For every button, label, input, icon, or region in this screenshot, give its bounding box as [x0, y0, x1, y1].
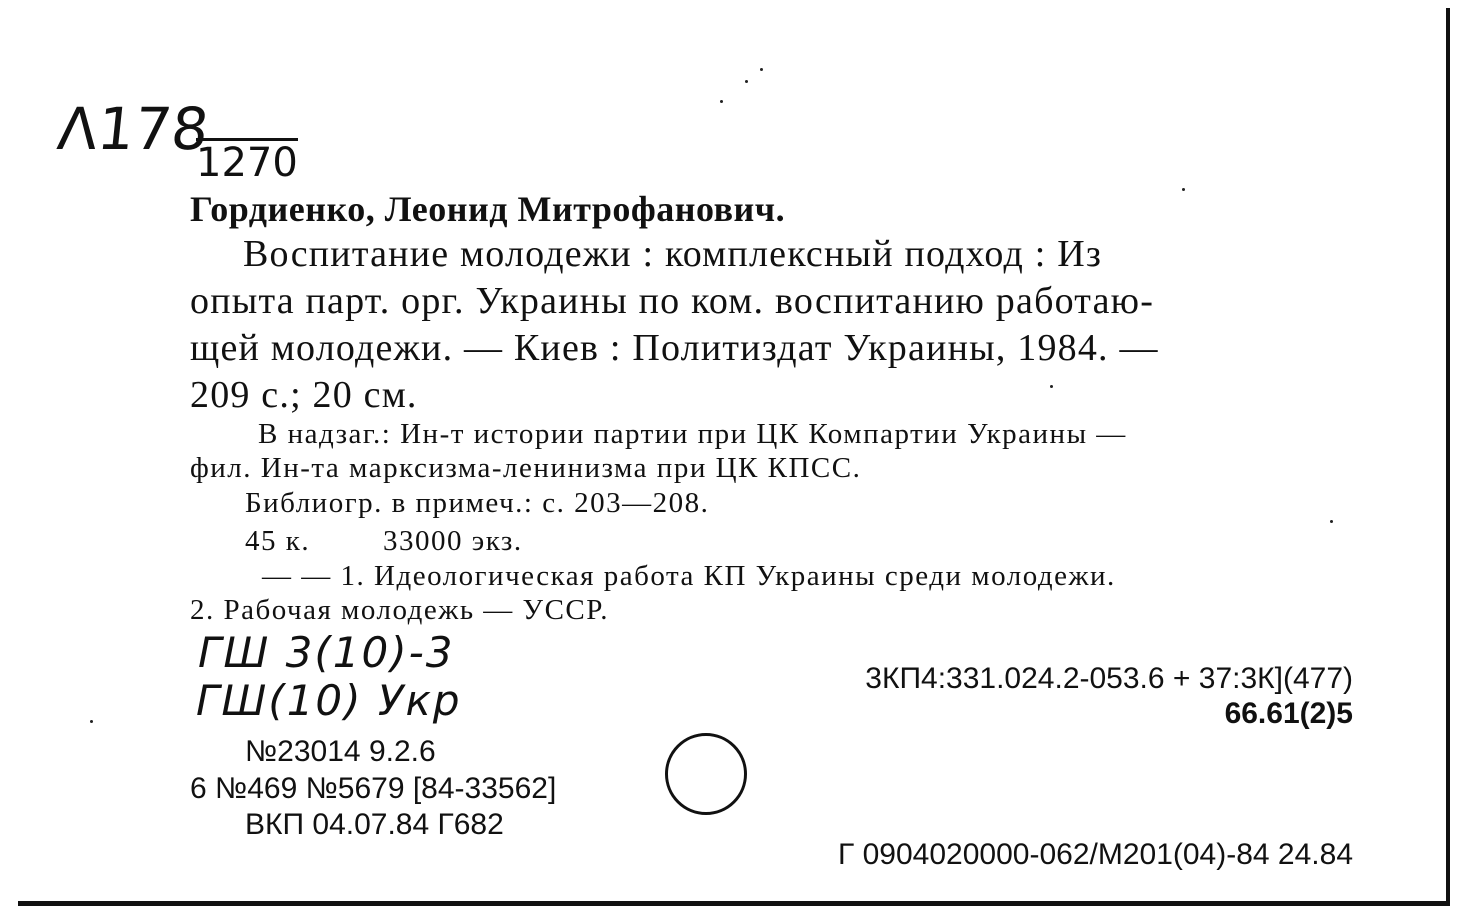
- record-ids: 6 №469 №5679 [84-33562]: [190, 772, 557, 805]
- call-number-sub: 1270: [196, 140, 298, 186]
- classification-line-1: 3КП4:331.024.2-053.6 + 37:3К](477): [865, 662, 1353, 695]
- speck: [1182, 188, 1185, 191]
- speck: [90, 720, 93, 723]
- classification-line-2: 66.61(2)5: [1224, 697, 1353, 730]
- title-line-4: 209 с.; 20 см.: [190, 374, 418, 416]
- speck: [1330, 520, 1333, 523]
- bibliography-note: Библиогр. в примеч.: с. 203—208.: [245, 487, 710, 519]
- handwritten-code-1: ГШ 3(10)-3: [198, 628, 455, 677]
- nadzag-line-1: В надзаг.: Ин-т истории партии при ЦК Компартии Украины —: [258, 418, 1127, 450]
- speck: [720, 100, 723, 103]
- subject-line-1: — — 1. Идеологическая работа КП Украины среди молодежи.: [262, 560, 1116, 592]
- speck: [1050, 385, 1053, 388]
- title-line-2: опыта парт. орг. Украины по ком. воспитанию работаю-: [190, 280, 1155, 322]
- speck: [760, 68, 763, 71]
- record-number: №23014 9.2.6: [245, 735, 436, 768]
- subject-line-2: 2. Рабочая молодежь — УССР.: [190, 594, 610, 626]
- price: 45 к.: [245, 525, 311, 557]
- handwritten-code-2: ГШ(10) Укр: [196, 676, 462, 725]
- nadzag-line-2: фил. Ин-та марксизма-ленинизма при ЦК КПСС.: [190, 452, 862, 484]
- author-heading: Гордиенко, Леонид Митрофанович.: [190, 189, 786, 229]
- stamp-circle: [665, 733, 747, 815]
- copies: 33000 экз.: [383, 525, 523, 557]
- call-number-main: Λ178: [54, 95, 212, 163]
- footer-code: Г 0904020000-062/М201(04)-84 24.84: [838, 838, 1353, 871]
- speck: [745, 80, 748, 83]
- vkp-line: ВКП 04.07.84 Г682: [245, 808, 504, 841]
- title-line-1: Воспитание молодежи : комплексный подход : Из: [243, 233, 1103, 275]
- title-line-3: щей молодежи. — Киев : Политиздат Украины, 1984. —: [190, 327, 1159, 369]
